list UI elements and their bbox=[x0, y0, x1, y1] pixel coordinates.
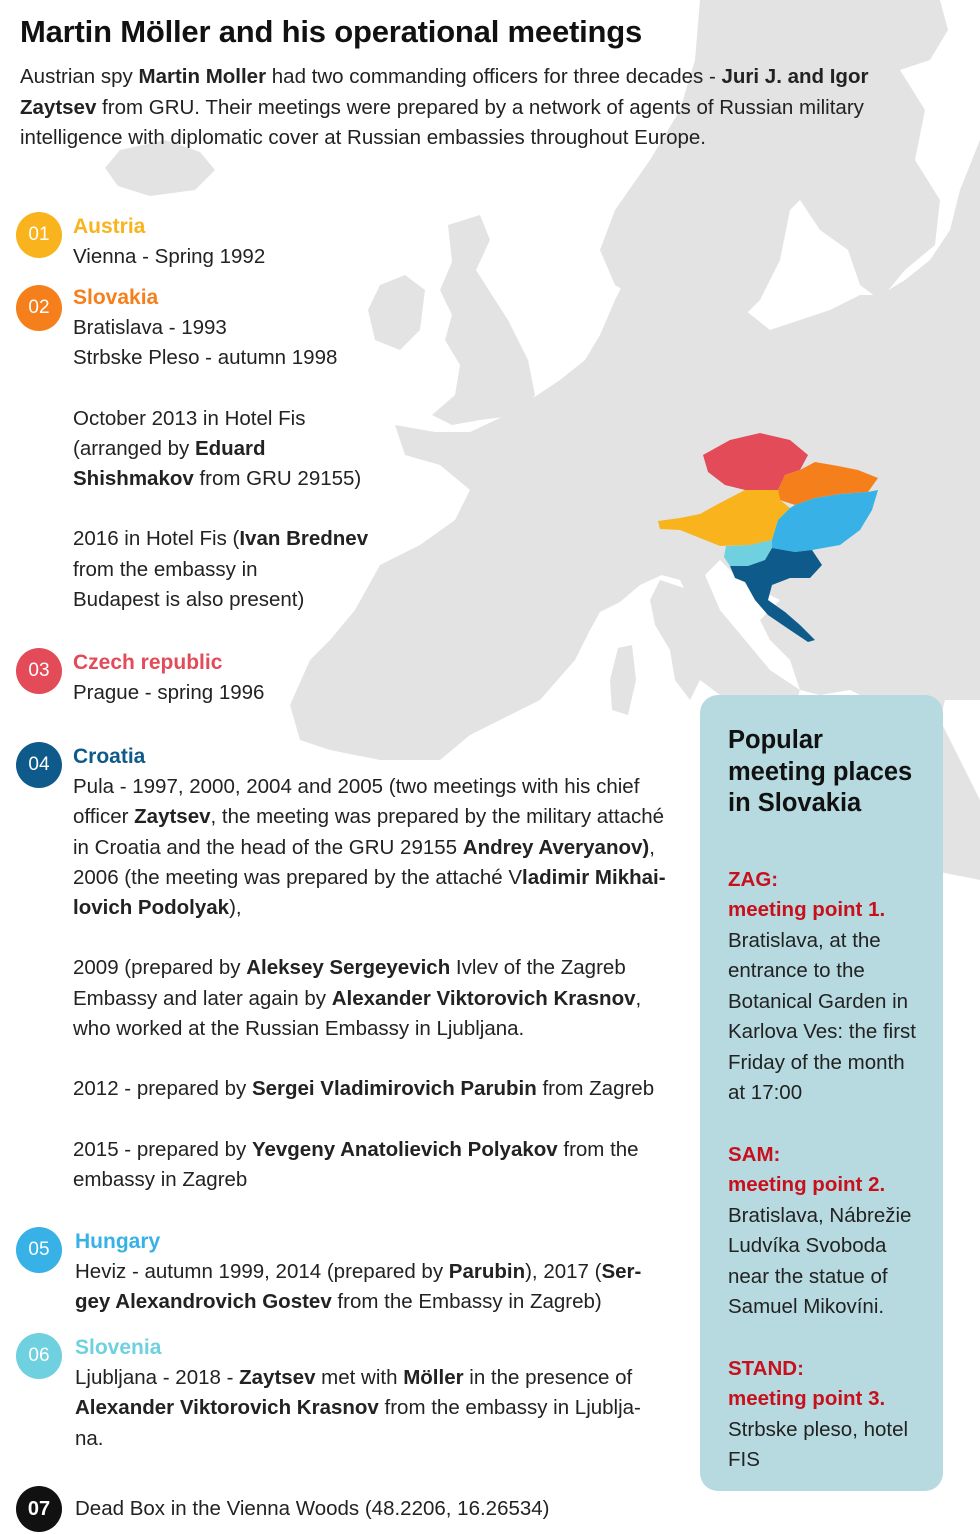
meeting-point-description: Strbske pleso, hotel FIS bbox=[728, 1417, 909, 1471]
text-segment: Vienna - Spring 1992 bbox=[73, 245, 266, 268]
bold-text: Sergei Vladimirovich Parubin bbox=[251, 1077, 537, 1101]
text-segment: , the meeting was prepared by the military attaché in Croatia and the head of the GRU 29155 bbox=[73, 805, 665, 859]
text-segment: from Zagreb bbox=[536, 1077, 655, 1101]
meeting-point-description: Bratislava, at the entrance to the Botanical Garden in Karlova Ves: the first Friday of the month at 17:00 bbox=[728, 928, 917, 1104]
page-title: Martin Möller and his operational meetings bbox=[20, 14, 643, 49]
meeting-point-description: Bratislava, Nábrežie Ludvíka Svoboda near the statue of Samuel Mikovíni. bbox=[728, 1203, 912, 1318]
entry-dead-box bbox=[16, 1486, 676, 1524]
meeting-point-code: STAND: bbox=[728, 1356, 804, 1380]
text-segment: met with bbox=[315, 1366, 404, 1389]
entry-text-czech-1 bbox=[73, 678, 656, 708]
entry-number-07: 07 bbox=[16, 1486, 62, 1532]
text-segment: Austrian spy bbox=[20, 65, 139, 88]
meeting-point-3 bbox=[728, 1354, 933, 1476]
meeting-point-code: ZAG: bbox=[728, 867, 779, 891]
country-hungary: Hungary bbox=[75, 1230, 161, 1253]
text-segment: 2016 in Hotel Fis ( bbox=[73, 527, 240, 551]
bold-text: Juri J. and Igor Zaytsev bbox=[20, 65, 875, 119]
meeting-point-code: SAM: bbox=[728, 1142, 781, 1166]
text-segment: from the embassy in Budapest is also present) bbox=[73, 557, 305, 612]
entry-text-hungary-1 bbox=[75, 1257, 676, 1318]
meeting-point-label: meeting point 1. bbox=[728, 898, 886, 921]
country-slovakia: Slovakia bbox=[73, 286, 159, 309]
text-segment: from GRU 29155) bbox=[193, 467, 362, 491]
text-segment: had two commanding officers for three decades - bbox=[266, 65, 722, 88]
entry-austria bbox=[16, 212, 656, 272]
text-segment: 2009 (prepared by bbox=[73, 956, 247, 980]
entry-number-01: 01 bbox=[16, 212, 62, 258]
entry-number-03: 03 bbox=[16, 648, 62, 694]
intro-text bbox=[20, 62, 920, 154]
entry-text-croatia-4 bbox=[73, 1135, 686, 1196]
bold-text: Aleksey Sergeyevich bbox=[246, 956, 451, 980]
text-segment: , 2006 (the meeting was prepared by the attaché V bbox=[73, 835, 655, 889]
text-segment: Bratislava - 1993 Strbske Pleso - autumn 1998 bbox=[73, 316, 338, 370]
entry-text-austria-1 bbox=[73, 242, 656, 272]
text-segment: Ivlev of the Zagreb Embassy and later again by bbox=[73, 956, 626, 1010]
meeting-point-2 bbox=[728, 1140, 933, 1323]
entry-hungary bbox=[16, 1227, 676, 1318]
bold-text: Eduard Shishmakov bbox=[73, 436, 266, 491]
meeting-point-label: meeting point 3. bbox=[728, 1387, 886, 1410]
entry-number-04: 04 bbox=[16, 742, 62, 788]
text-segment: Dead Box in the Vienna Woods (48.2206, 16.26534) bbox=[75, 1497, 550, 1520]
text-segment: Ljubljana - 2018 - bbox=[75, 1366, 240, 1389]
entry-slovakia bbox=[16, 283, 656, 615]
bold-text: Ivan Brednev bbox=[239, 527, 369, 551]
entry-number-02: 02 bbox=[16, 285, 62, 331]
text-segment: from GRU. Their meetings were prepared by a network of agents of Russian military intelligence with diplomatic cover at Russian embassies throughout Europe. bbox=[20, 95, 870, 149]
text-segment: Pula - 1997, 2000, 2004 and 2005 (two meetings with his chief officer bbox=[73, 775, 640, 829]
text-segment: from the embassy in Ljublja- na. bbox=[75, 1396, 641, 1450]
text-segment: 2012 - prepared by bbox=[73, 1077, 252, 1101]
entry-number-05: 05 bbox=[16, 1227, 62, 1273]
entry-croatia bbox=[16, 742, 686, 1195]
entry-text-slovakia-1 bbox=[73, 313, 656, 374]
entry-text-slovakia-3 bbox=[73, 524, 656, 615]
country-slovenia: Slovenia bbox=[75, 1336, 162, 1359]
bold-text: Ser- gey Alexandrovich Gostev bbox=[75, 1260, 642, 1314]
text-segment: from the embassy in Zagreb bbox=[73, 1137, 639, 1191]
bold-text: Zaytsev bbox=[134, 805, 211, 829]
entry-slovenia bbox=[16, 1333, 676, 1454]
text-segment: ), 2017 ( bbox=[525, 1260, 602, 1283]
text-segment: , who worked at the Russian Embassy in Ljubljana. bbox=[73, 986, 642, 1041]
text-segment: Heviz - autumn 1999, 2014 (prepared by bbox=[75, 1260, 449, 1283]
entry-czech-republic bbox=[16, 648, 656, 708]
text-segment: 2015 - prepared by bbox=[73, 1137, 252, 1161]
bold-text: Andrey Averyanov) bbox=[462, 835, 650, 859]
entry-text-dead-box bbox=[75, 1494, 676, 1524]
country-austria: Austria bbox=[73, 215, 146, 238]
entry-text-slovenia-1 bbox=[75, 1363, 676, 1454]
country-croatia: Croatia bbox=[73, 745, 146, 768]
text-segment: October 2013 in Hotel Fis (arranged by bbox=[73, 406, 306, 460]
country-czech-republic: Czech republic bbox=[73, 651, 223, 674]
entry-text-croatia-1 bbox=[73, 772, 686, 923]
bold-text: Martin Moller bbox=[138, 65, 267, 88]
panel-title: Popular meeting places in Slovakia bbox=[728, 726, 913, 817]
text-segment: from the Embassy in Zagreb) bbox=[331, 1290, 602, 1314]
bold-text: Yevgeny Anatolievich Polyakov bbox=[251, 1137, 558, 1161]
meeting-point-label: meeting point 2. bbox=[728, 1173, 886, 1196]
text-segment: ), bbox=[229, 896, 242, 920]
bold-text: ladimir Mikhai- lovich Podolyak bbox=[73, 865, 666, 920]
meeting-point-1 bbox=[728, 865, 933, 1109]
meeting-places-panel bbox=[700, 695, 943, 1491]
bold-text: Zaytsev bbox=[239, 1366, 316, 1389]
entry-number-06: 06 bbox=[16, 1333, 62, 1379]
bold-text: Parubin bbox=[448, 1260, 526, 1283]
text-segment: Prague - spring 1996 bbox=[73, 681, 265, 704]
bold-text: Alexander Viktorovich Krasnov bbox=[75, 1396, 379, 1420]
bold-text: Alexander Viktorovich Krasnov bbox=[331, 986, 636, 1010]
entry-text-croatia-3 bbox=[73, 1074, 686, 1104]
entry-text-croatia-2 bbox=[73, 953, 686, 1044]
entry-text-slovakia-2 bbox=[73, 404, 656, 495]
bold-text: Möller bbox=[403, 1366, 464, 1389]
text-segment: in the presence of bbox=[469, 1366, 633, 1389]
